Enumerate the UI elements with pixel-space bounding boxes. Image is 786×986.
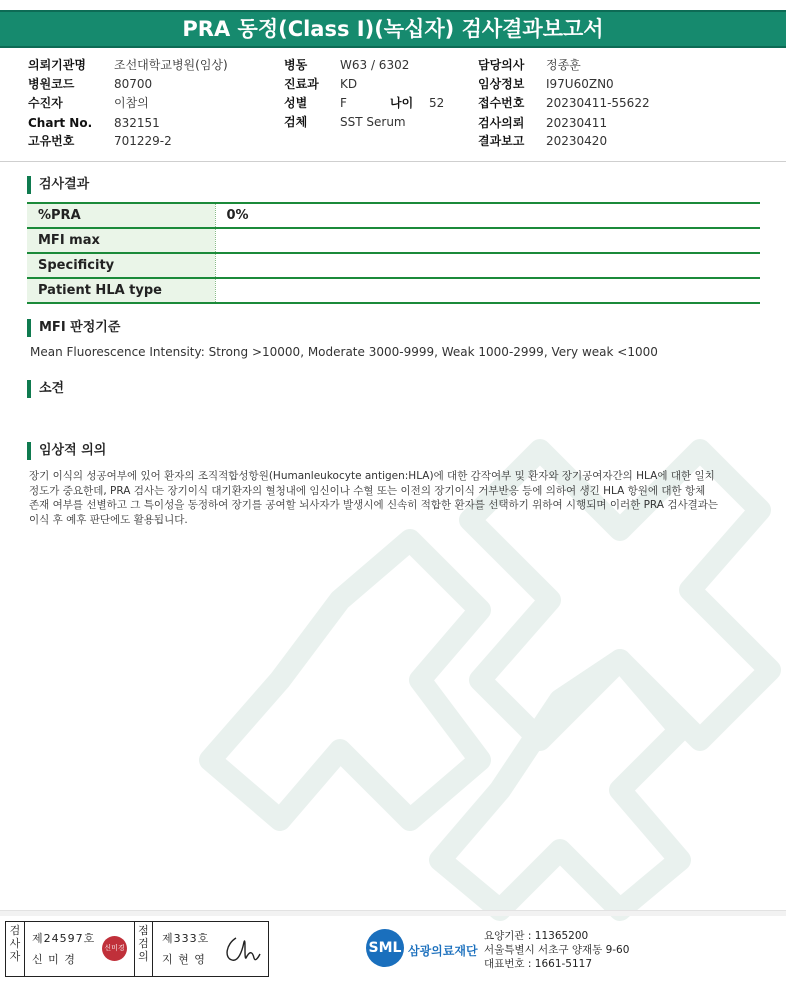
- org-location: 서울특별시 서초구 양재동 9-60: [484, 944, 630, 956]
- info-value: 20230411-55622: [546, 96, 650, 110]
- clinical-significance-text: [29, 469, 759, 527]
- table-row: [27, 203, 760, 228]
- info-label: 병동: [284, 58, 308, 72]
- info-label: 임상정보: [478, 77, 525, 91]
- info-value: F: [340, 96, 347, 110]
- org-phone: 대표번호 : 1661-5117: [484, 958, 593, 970]
- examiner-license: 제24597호: [32, 932, 96, 945]
- info-label: 병원코드: [28, 77, 75, 91]
- info-value: 20230420: [546, 134, 608, 148]
- info-label: 담당의사: [478, 58, 525, 72]
- info-value: 80700: [114, 77, 153, 91]
- result-value: 0%: [215, 203, 760, 228]
- info-label: 검사의뢰: [478, 116, 525, 130]
- info-value: KD: [340, 77, 358, 91]
- result-value: [215, 228, 760, 253]
- info-value: 정종훈: [546, 58, 581, 72]
- age-label: 나이: [390, 96, 414, 110]
- table-row: [27, 278, 760, 303]
- signature-box: [5, 921, 269, 977]
- info-label: 수진자: [28, 96, 63, 110]
- result-key: MFI max: [27, 228, 215, 253]
- info-value: 20230411: [546, 116, 608, 130]
- report-title: PRA 동정(Class I)(녹십자) 검사결과보고서: [0, 10, 786, 48]
- info-label: 결과보고: [478, 134, 525, 148]
- result-key: %PRA: [27, 203, 215, 228]
- clinical-line: 장기 이식의 성공여부에 있어 환자의 조직적합성항원(Humanleukocyte antigen:HLA)에 대한 감작여부 및 환자와 장기공여자간의 HLA에 대한 일치: [29, 470, 715, 482]
- clinical-line: 이식 후 예후 판단에도 활용됩니다.: [29, 513, 188, 526]
- info-label: 의뢰기관명: [28, 58, 86, 72]
- section-opinion-heading: 소견: [27, 380, 64, 398]
- org-address: [484, 929, 629, 971]
- table-row: [27, 253, 760, 278]
- clinical-line: 정도가 중요한데, PRA 검사는 장기이식 대기환자의 혈청내에 임신이나 수혈 또는 이전의 장기이식 거부반응 등에 의하여 생긴 HLA 항원에 대한 항체: [29, 484, 706, 497]
- patient-info: [28, 56, 768, 152]
- divider: [0, 161, 786, 162]
- result-value: [215, 278, 760, 303]
- result-value: [215, 253, 760, 278]
- signature-mark: [222, 932, 262, 966]
- result-key: Patient HLA type: [27, 278, 215, 303]
- info-label: Chart No.: [28, 116, 93, 130]
- info-value: W63 / 6302: [340, 58, 410, 72]
- info-value: 701229-2: [114, 134, 172, 148]
- info-label: 접수번호: [478, 96, 525, 110]
- mfi-criteria-text: Mean Fluorescence Intensity: Strong >10000, Moderate 3000-9999, Weak 1000-2999, Very weak <1000: [30, 345, 658, 359]
- reviewer-name: 지 현 영: [162, 953, 206, 966]
- examiner-name: 신 미 경: [32, 953, 76, 966]
- info-label: 고유번호: [28, 134, 75, 148]
- age-value: 52: [429, 96, 445, 110]
- examiner-label: 검사자: [6, 922, 25, 976]
- section-results-heading: 검사결과: [27, 176, 89, 194]
- results-table: [27, 202, 760, 304]
- section-mfi-heading: MFI 판정기준: [27, 319, 120, 337]
- org-code: 요양기관 : 11365200: [484, 930, 589, 942]
- reviewer-license: 제333호: [162, 932, 210, 945]
- section-clinical-heading: 임상적 의의: [27, 442, 106, 460]
- info-value: 조선대학교병원(임상): [114, 58, 228, 72]
- org-name: 삼광의료재단: [408, 944, 478, 958]
- info-value: I97U60ZN0: [546, 77, 614, 91]
- info-value: 이참의: [114, 96, 149, 110]
- result-key: Specificity: [27, 253, 215, 278]
- reviewer-label: 점검의: [134, 922, 153, 976]
- table-row: [27, 228, 760, 253]
- info-value: 832151: [114, 116, 160, 130]
- clinical-line: 존재 여부를 선별하고 그 특이성을 동정하여 장기를 공여할 뇌사자가 발생시에 신속히 적합한 환자를 선택하기 위하여 시행되며 이러한 PRA 검사결과는: [29, 499, 719, 511]
- footer-divider: [0, 910, 786, 916]
- seal-stamp: 신미경: [102, 936, 127, 961]
- info-label: 성별: [284, 96, 308, 110]
- info-label: 검체: [284, 115, 308, 129]
- info-label: 진료과: [284, 77, 319, 91]
- sml-logo: SML: [366, 929, 404, 967]
- info-value: SST Serum: [340, 115, 406, 129]
